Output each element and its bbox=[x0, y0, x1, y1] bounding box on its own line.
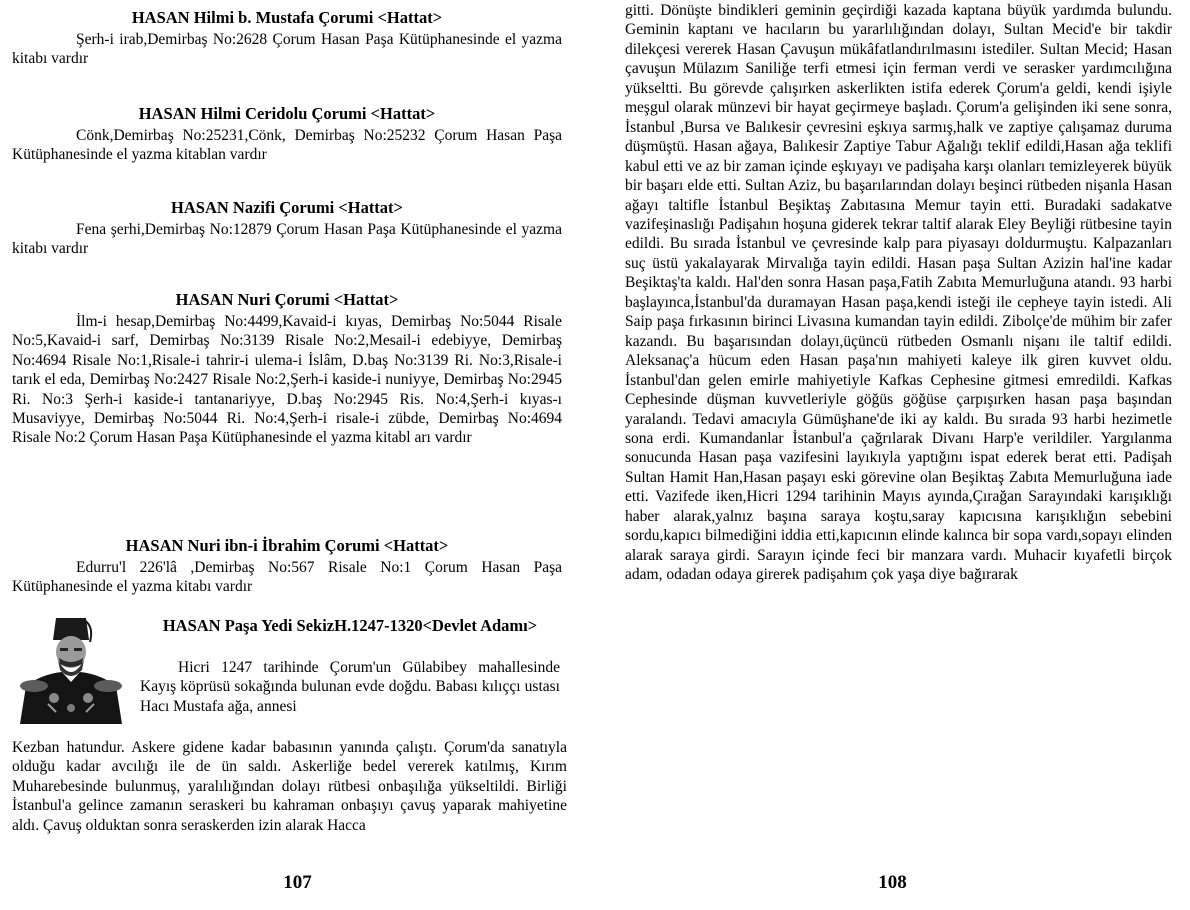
entry-title: HASAN Nuri Çorumi <Hattat> bbox=[175, 290, 399, 309]
entry-hasan-nuri-ibrahim bbox=[12, 536, 562, 597]
entry-text: Fena şerhi,Demirbaş No:12879 Çorum Hasan Paşa Kütüphanesinde el yazma kitabı vardır bbox=[12, 221, 562, 258]
entry-text: Şerh-i irab,Demirbaş No:2628 Çorum Hasan Paşa Kütüphanesinde el yazma kitabı vardır bbox=[12, 31, 562, 68]
entry-text: İlm-i hesap,Demirbaş No:4499,Kavaid-i kıyas, Demirbaş No:5044 Risale No:5,Kavaid-i sarf, Demirbaş No:3139 Risale No:2,Mesail-i edebiyye, Demirbaş No:4694 Risale No:1,Risale-i tahrir-i ulema-i İslâm, D.baş No:3139 Ri. No:3,Risale-i tarık el eda, Demirbaş No:2427 Risale No:2,Şerh-i kaside-i nuniyye, Demirbaş No:2945 Ri. No:3 Şerh-i kaside-i tantanariyye, D.baş No:2945 Ris. No:4,Şerh-i kıyas-ı Musaviyye, Demirbaş No:5044 Ri. No:4,Şerh-i risale-i zübde, Demirbaş No:4694 Risale No:2 Çorum Hasan Paşa Kütüphanesinde el yazma kitabl arı vardır bbox=[12, 313, 562, 447]
page-number: 108 bbox=[878, 872, 907, 893]
body-text: gitti. Dönüşte bindikleri geminin geçirdiği kazada kaptana büyük yardımda bulundu. Geminin kaptanı ve hacıların bu yararlılığından dolayı, Sultan Mecid'e bir takdir dilekçesi vererek Hasan Çavuşun mükâfatlandırılmasını istediler. Sultan Mecid; Hasan çavuşun Mülazım Saniliğe terfi etmesi için ferman verdi ve serasker yardımcılığına yükseltti. Bu görevde çalışırken askerlikten istifa ederek Çorum'a geldi, kendi işiyle meşgul olarak münzevi bir hayat geçirmeye başladı. Çorum'a gelişinden iki sene sonra, İstanbul ,Bursa ve Balıkesir çevresini eşkıya sarmış,halk ve zaptiye çalışamaz duruma düşmüştü. Hasan ağaya, Balıkesir Zaptiye Tabur Ağalığı teklif edildi,Hasan ağa teklifi kabul etti ve az bir zaman içinde eşkıyayı ve padişaha karşı olanları temizleyerek büyük bir başarı elde etti. Sultan Aziz, bu başarılarından dolayı beşinci rütbeden nişanla Hasan ağayı taltifle İstanbul Beşiktaş Zabıtasına Memur tayin etti. Buradaki sadakatve vazifeşinaslığı Padişahın hoşuna giderek tekrar taltif alarak Eley Beyliği rütbesine tayin edildi. Bu sırada İstanbul ve çevresinde kalp para piyasayı doldurmuştu. Kalpazanları suç üstü yakalayarak Mirvalığa tayin edildi. Hasan paşa Sultan Azizin hal'ine kadar Beşiktaş'ta kaldı. Hal'den sonra Hasan paşa,Fatih Zabıta Memurluğuna atandı. 93 harbi başlayınca,İstanbul'da duramayan Hasan paşa,kendi isteği ile cepheye tayin istedi. Ali Saip paşa fırkasının birinci Livasına kumandan tayin edildi. Zibolçe'de mühim bir zafer kazandı. Bu başarısından dolayı,üçüncü rütbeden Osmanlı nişanı ile taltif edildi. Aleksanaç'a hücum eden Hasan paşa'nın mahiyeti kaleye ilk giren kuvvet oldu. İstanbul'dan gelen emirle mahiyetiyle Kafkas Cephesine gitmesi emredildi. Kafkas Cephesinde düşman kuvvetleriyle göğüs göğüse çarpışırken hasan paşa başından yaralandı. Tedavi amacıyla Gümüşhane'de iki ay kaldı. Bu sırada 93 harbi hezimetle sona erdi. Kumandanlar İstanbul'a çağrılarak Divanı Harp'e verildiler. Yargılanma sonucunda Hasan paşa vazifesini layıkıyla yaptığını ispat ederek berat etti. Padişah Sultan Hamit Han,Hasan paşayı eski görevine olan Beşiktaş Zabıta Memurluğuna iade etti. Vazifede iken,Hicri 1294 tarihinin Mayıs ayında,Çırağan Sarayındaki karışıklığı haber alarak,yalnız başına saraya koştu,saray kapıcısına karışıklığın sebebini sordu,kapıcı bilmediğini iddia etti,kapıcının elinde kalınca bir sopa vardı,sopayı elinden alarak saraya girdi. Sarayın içinde feci bir manzara vardı. Muhacir kıyafetli birçok adam, odadan odaya girerek padişahım çok yaşa diye bağırarak bbox=[625, 2, 1172, 584]
entry-title: HASAN Hilmi b. Mustafa Çorumi <Hattat> bbox=[131, 8, 443, 27]
entry-hasan-nazifi bbox=[12, 198, 562, 259]
entry-hasan-pasa-text: Kezban hatundur. Askere gidene kadar babasının yanında çalıştı. Çorum'da sanatıyla olduğu kadar avcılığı ile de ün saldı. Askerliğe bedel vererek katılmış, Kırım Muharebesinde bulunmuş, yaralılığından dolayı rütbesi onbaşılığa yükseltildi. Birliği İstanbul'a gelince zamanın seraskeri bu kahraman onbaşıyı çavuş yaparak mahiyetine aldı. Çavuş olduktan sonra seraskerden izin alarak Hacca bbox=[12, 739, 567, 834]
entry-hasan-hilmi-ceridolu bbox=[12, 104, 562, 165]
entry-hasan-nuri bbox=[12, 290, 562, 448]
right-page bbox=[595, 0, 1190, 910]
entry-title: HASAN Nazifi Çorumi <Hattat> bbox=[171, 198, 403, 217]
entry-hasan-pasa-title bbox=[140, 616, 560, 636]
entry-text: Edurru'l 226'lâ ,Demirbaş No:567 Risale No:1 Çorum Hasan Paşa Kütüphanesinde el yazma kitabı vardır bbox=[12, 559, 562, 596]
entry-title: HASAN Nuri ibn-i İbrahim Çorumi <Hattat> bbox=[125, 536, 449, 555]
entry-text: Cönk,Demirbaş No:25231,Cönk, Demirbaş No:25232 Çorum Hasan Paşa Kütüphanesinde el yazma kitablan vardır bbox=[12, 127, 562, 164]
hasan-pasa-portrait-image bbox=[12, 612, 130, 724]
entry-hasan-hilmi-mustafa bbox=[12, 8, 562, 69]
entry-title: HASAN Hilmi Ceridolu Çorumi <Hattat> bbox=[138, 104, 436, 123]
entry-title: HASAN Paşa Yedi SekizH.1247-1320<Devlet Adamı> bbox=[162, 616, 538, 635]
entry-hasan-pasa-intro: Hicri 1247 tarihinde Çorum'un Gülabibey mahallesinde Kayış köprüsü sokağında bulunan evde doğdu. Babası kılıççı ustası Hacı Mustafa ağa, annesi bbox=[140, 659, 560, 715]
page-number: 107 bbox=[283, 872, 312, 893]
